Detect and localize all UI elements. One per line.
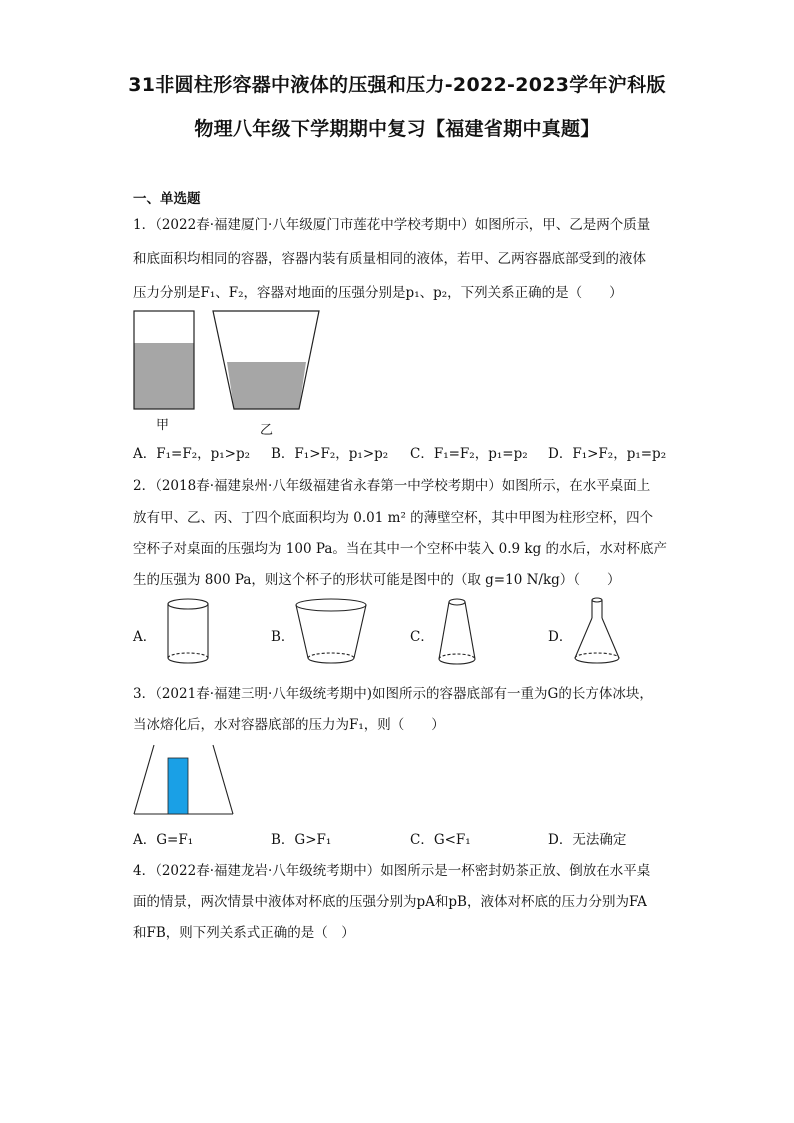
q4-line1: 4．（2022春·福建龙岩·八年级统考期中）如图所示是一杯密封奶茶正放、倒放在水平桌 [133,863,651,879]
q2-option-b[interactable]: B． [271,629,295,645]
q2-line4: 生的压强为 800 Pa，则这个杯子的形状可能是图中的（取 g=10 N/kg）（ ） [133,572,621,588]
q3-option-c[interactable]: C．G<F₁ [410,832,471,848]
q1-option-b[interactable]: B．F₁>F₂，p₁>p₂ [271,446,389,462]
doc-title-line2: 物理八年级下学期期中复习【福建省期中真题】 [194,118,600,140]
q3-figure [133,744,243,816]
container-left-wall [134,745,154,814]
q1-line2: 和底面积均相同的容器，容器内装有质量相同的液体，若甲、乙两容器底部受到的液体 [133,251,646,267]
cup-flared-figure [295,598,375,668]
q2-line2: 放有甲、乙、丙、丁四个底面积均为 0.01 m² 的薄壁空杯，其中甲图为柱形空杯，四个 [133,510,654,526]
cup-tapered-figure [436,596,486,668]
q2-option-a[interactable]: A． [133,629,157,645]
doc-title-line1: 31非圆柱形容器中液体的压强和压力-2022-2023学年沪科版 [128,74,666,96]
ice-block [168,758,188,814]
container-yi-liquid [227,362,306,409]
q1-figure [133,310,333,430]
q1-option-a[interactable]: A．F₁=F₂，p₁>p₂ [133,446,251,462]
q2-option-d[interactable]: D． [548,629,573,645]
q1-line1: 1．（2022春·福建厦门·八年级厦门市莲花中学校考期中）如图所示，甲、乙是两个质量 [133,217,651,233]
q2-line3: 空杯子对桌面的压强均为 100 Pa。当在其中一个空杯中装入 0.9 kg 的水后，水对杯底产 [133,541,668,557]
q3-option-b[interactable]: B．G>F₁ [271,832,332,848]
q1-label-jia: 甲 [156,418,170,433]
container-right-wall [213,745,233,814]
q1-option-c[interactable]: C．F₁=F₂，p₁=p₂ [410,446,528,462]
section-heading: 一、单选题 [133,191,201,207]
q4-line3: 和FB，则下列关系式正确的是（ ） [133,925,355,941]
q2-line1: 2．（2018春·福建泉州·八年级福建省永春第一中学校考期中）如图所示，在水平桌面上 [133,478,651,494]
q3-line1: 3．（2021春·福建三明·八年级统考期中)如图所示的容器底部有一重为G的长方体冰块， [133,686,653,702]
cup-cylinder-figure [166,598,216,668]
q3-option-a[interactable]: A．G=F₁ [133,832,194,848]
q1-line3: 压力分别是F₁、F₂，容器对地面的压强分别是p₁、p₂，下列关系正确的是（ ） [133,285,623,301]
q3-line2: 当冰熔化后，水对容器底部的压力为F₁，则（ ） [133,717,445,733]
q1-label-yi: 乙 [260,423,274,438]
q3-option-d[interactable]: D．无法确定 [548,832,627,848]
q2-option-c[interactable]: C． [410,629,434,645]
container-jia-liquid [134,343,194,409]
q4-line2: 面的情景，两次情景中液体对杯底的压强分别为pA和pB，液体对杯底的压力分别为FA [133,894,647,910]
q1-option-d[interactable]: D．F₁>F₂，p₁=p₂ [548,446,667,462]
cup-flask-figure [573,596,629,668]
